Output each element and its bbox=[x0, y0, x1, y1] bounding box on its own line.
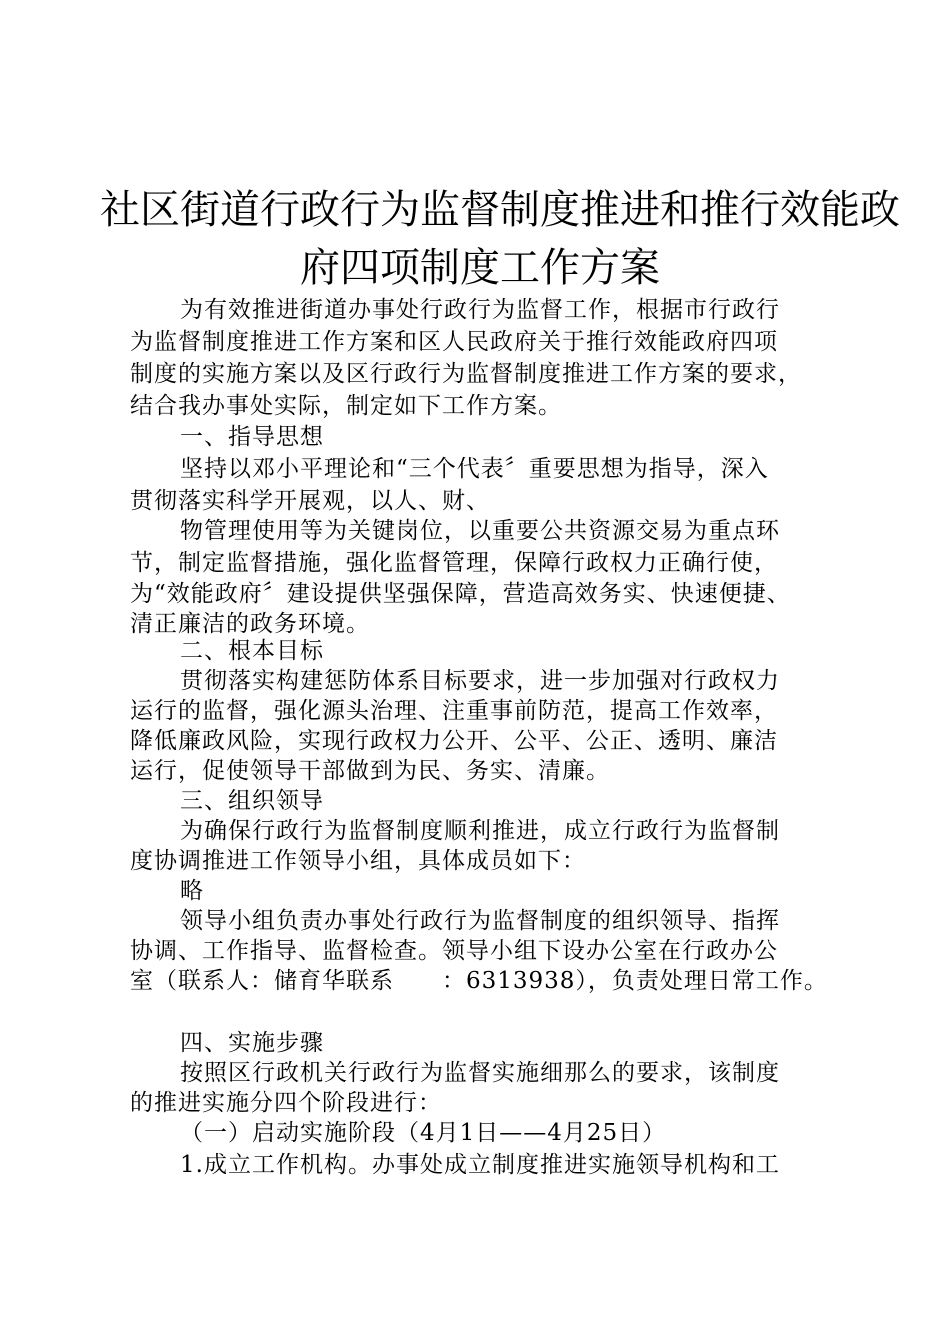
paragraph-line: 为“效能政府〞建设提供坚强保障，营造高效务实、快速便捷、 bbox=[130, 581, 791, 607]
subsection-heading-startup-phase: （一）启动实施阶段（4月1日——4月25日） bbox=[180, 1120, 667, 1146]
paragraph-line: 协调、工作指导、监督检查。领导小组下设办公室在行政办公 bbox=[130, 938, 778, 964]
paragraph-intro-line: 为监督制度推进工作方案和区人民政府关于推行效能政府四项 bbox=[130, 329, 778, 355]
paragraph-intro-line: 结合我办事处实际，制定如下工作方案。 bbox=[130, 393, 562, 419]
paragraph-line: 略 bbox=[180, 878, 204, 904]
paragraph-line: 运行，促使领导干部做到为民、务实、清廉。 bbox=[130, 758, 610, 784]
document-title-line-2: 府四项制度工作方案 bbox=[300, 245, 660, 291]
paragraph-line: 度协调推进工作领导小组，具体成员如下： bbox=[130, 848, 586, 874]
paragraph-line: 为确保行政行为监督制度顺利推进，成立行政行为监督制 bbox=[180, 818, 780, 844]
paragraph-intro-line: 为有效推进街道办事处行政行为监督工作，根据市行政行 bbox=[180, 297, 780, 323]
paragraph-line: 节，制定监督措施，强化监督管理，保障行政权力正确行使， bbox=[130, 550, 778, 576]
paragraph-line: 室（联系人：储育华联系 ：6313938），负责处理日常工作。 bbox=[130, 968, 828, 994]
section-heading-organization: 三、组织领导 bbox=[180, 788, 324, 814]
paragraph-line: 的推进实施分四个阶段进行： bbox=[130, 1090, 442, 1116]
paragraph-line: 降低廉政风险，实现行政权力公开、公平、公正、透明、廉洁 bbox=[130, 728, 778, 754]
paragraph-line: 1.成立工作机构。办事处成立制度推进实施领导机构和工 bbox=[180, 1152, 780, 1178]
paragraph-line: 领导小组负责办事处行政行为监督制度的组织领导、指挥 bbox=[180, 908, 780, 934]
paragraph-intro-line: 制度的实施方案以及区行政行为监督制度推进工作方案的要求， bbox=[130, 361, 802, 387]
paragraph-line: 贯彻落实科学开展观，以人、财、 bbox=[130, 488, 490, 514]
section-heading-guiding-ideology: 一、指导思想 bbox=[180, 424, 324, 450]
paragraph-line: 按照区行政机关行政行为监督实施细那么的要求，该制度 bbox=[180, 1060, 780, 1086]
section-heading-basic-goal: 二、根本目标 bbox=[180, 638, 324, 664]
paragraph-line: 运行的监督，强化源头治理、注重事前防范，提高工作效率， bbox=[130, 698, 778, 724]
document-title-line-1: 社区街道行政行为监督制度推进和推行效能政 bbox=[100, 187, 900, 233]
paragraph-line: 坚持以邓小平理论和“三个代表〞重要思想为指导，深入 bbox=[180, 456, 769, 482]
section-heading-implementation-steps: 四、实施步骤 bbox=[180, 1030, 324, 1056]
paragraph-line: 贯彻落实构建惩防体系目标要求，进一步加强对行政权力 bbox=[180, 668, 780, 694]
paragraph-line: 清正廉洁的政务环境。 bbox=[130, 611, 370, 637]
paragraph-line: 物管理使用等为关键岗位，以重要公共资源交易为重点环 bbox=[180, 518, 780, 544]
